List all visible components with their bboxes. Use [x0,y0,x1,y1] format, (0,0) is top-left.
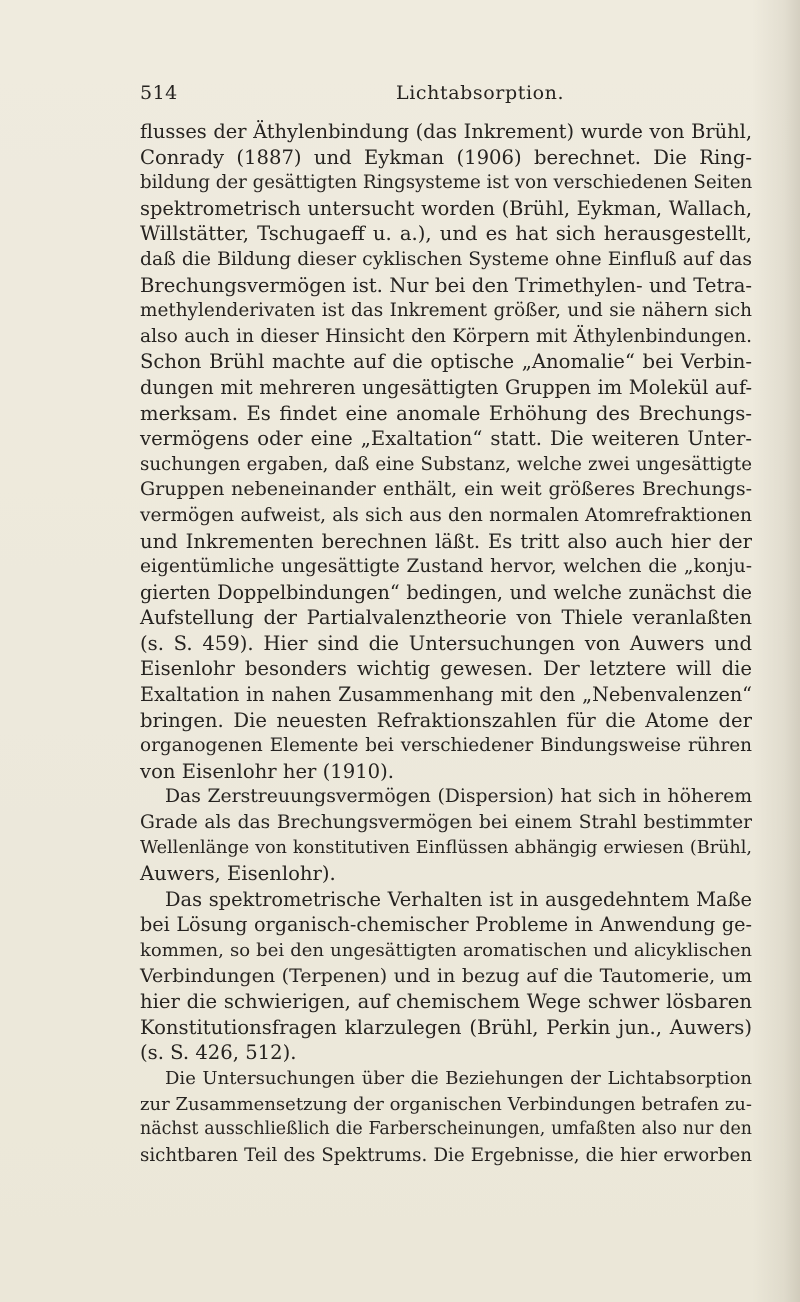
text-line: sichtbaren Teil des Spektrums. Die Ergebnisse, die hier erworben [140,1144,752,1166]
text-line: Auwers, Eisenlohr). [140,862,336,886]
running-title: Lichtabsorption. [396,82,565,104]
text-line: Wellenlänge von konstitutiven Einflüssen abhängig erwiesen (Brühl, [140,837,752,858]
text-line: vermögen aufweist, als sich aus den normalen Atomrefraktionen [140,504,752,526]
text-line: methylenderivaten ist das Inkrement größer, und sie nähern sich [140,300,752,322]
text-line: merksam. Es findet eine anomale Erhöhung des Brechungs- [140,401,752,425]
text-line: bei Lösung organisch-chemischer Probleme in Anwendung ge- [140,913,752,937]
text-line: kommen, so bei den ungesättigten aromatischen und alicyklischen [140,940,752,961]
text-line: Verbindungen (Terpenen) und in bezug auf die Tautomerie, um [140,964,752,987]
running-head [140,82,740,108]
text-line: Die Untersuchungen über die Beziehungen der Lichtabsorption [165,1067,752,1089]
text-line: vermögens oder eine „Exaltation“ statt. Die weiteren Unter- [140,427,752,451]
page-number: 514 [140,82,178,104]
text-line: spektrometrisch untersucht worden (Brühl, Eykman, Wallach, [140,196,752,220]
text-line: Grade als das Brechungsvermögen bei einem Strahl bestimmter [140,812,752,834]
text-line: und Inkrementen berechnen läßt. Es tritt also auch hier der [140,529,752,553]
text-line: gierten Doppelbindungen“ bedingen, und welche zunächst die [140,580,752,604]
text-line: organogenen Elemente bei verschiedener Bindungsweise rühren [140,735,752,757]
text-line: flusses der Äthylenbindung (das Inkrement) wurde von Brühl, [140,120,752,143]
text-line: suchungen ergaben, daß eine Substanz, welche zwei ungesättigte [140,453,752,475]
text-line: hier die schwierigen, auf chemischem Wege schwer lösbaren [140,990,752,1014]
text-line: zur Zusammensetzung der organischen Verbindungen betrafen zu- [140,1093,752,1115]
text-line: Eisenlohr besonders wichtig gewesen. Der letztere will die [140,657,752,681]
text-line: also auch in dieser Hinsicht den Körpern mit Äthylenbindungen. [140,325,752,347]
text-line: (s. S. 426, 512). [140,1041,297,1065]
text-line: Willstätter, Tschugaeff u. a.), und es hat sich herausgestellt, [140,222,752,246]
text-line: Das Zerstreuungsvermögen (Dispersion) hat sich in höherem [165,786,752,808]
text-line: bringen. Die neuesten Refraktionszahlen für die Atome der [140,708,752,732]
text-line: Exaltation in nahen Zusammenhang mit den „Nebenvalenzen“ [140,683,752,707]
text-line: eigentümliche ungesättigte Zustand hervor, welchen die „konju- [140,556,752,578]
text-line: Aufstellung der Partialvalenztheorie von Thiele veranlaßten [140,606,752,630]
body-text [140,119,752,1168]
text-line: Brechungsvermögen ist. Nur bei den Trimethylen- und Tetra- [140,273,752,297]
text-line: Das spektrometrische Verhalten ist in ausgedehntem Maße [165,887,752,911]
text-line: bildung der gesättigten Ringsysteme ist von verschiedenen Seiten [140,172,753,194]
text-line: Gruppen nebeneinander enthält, ein weit größeres Brechungs- [140,478,752,501]
text-line: Conrady (1887) und Eykman (1906) berechnet. Die Ring- [140,145,752,169]
text-line: daß die Bildung dieser cyklischen Systeme ohne Einfluß auf das [140,248,752,270]
text-line: nächst ausschließlich die Farberscheinungen, umfaßten also nur den [140,1119,752,1140]
text-line: von Eisenlohr her (1910). [140,759,395,783]
text-line: (s. S. 459). Hier sind die Untersuchungen von Auwers und [140,631,752,655]
text-line: Schon Brühl machte auf die optische „Anomalie“ bei Verbin- [140,350,752,374]
text-line: dungen mit mehreren ungesättigten Gruppen im Molekül auf- [140,375,752,399]
text-line: Konstitutionsfragen klarzulegen (Brühl, Perkin jun., Auwers) [140,1015,752,1039]
